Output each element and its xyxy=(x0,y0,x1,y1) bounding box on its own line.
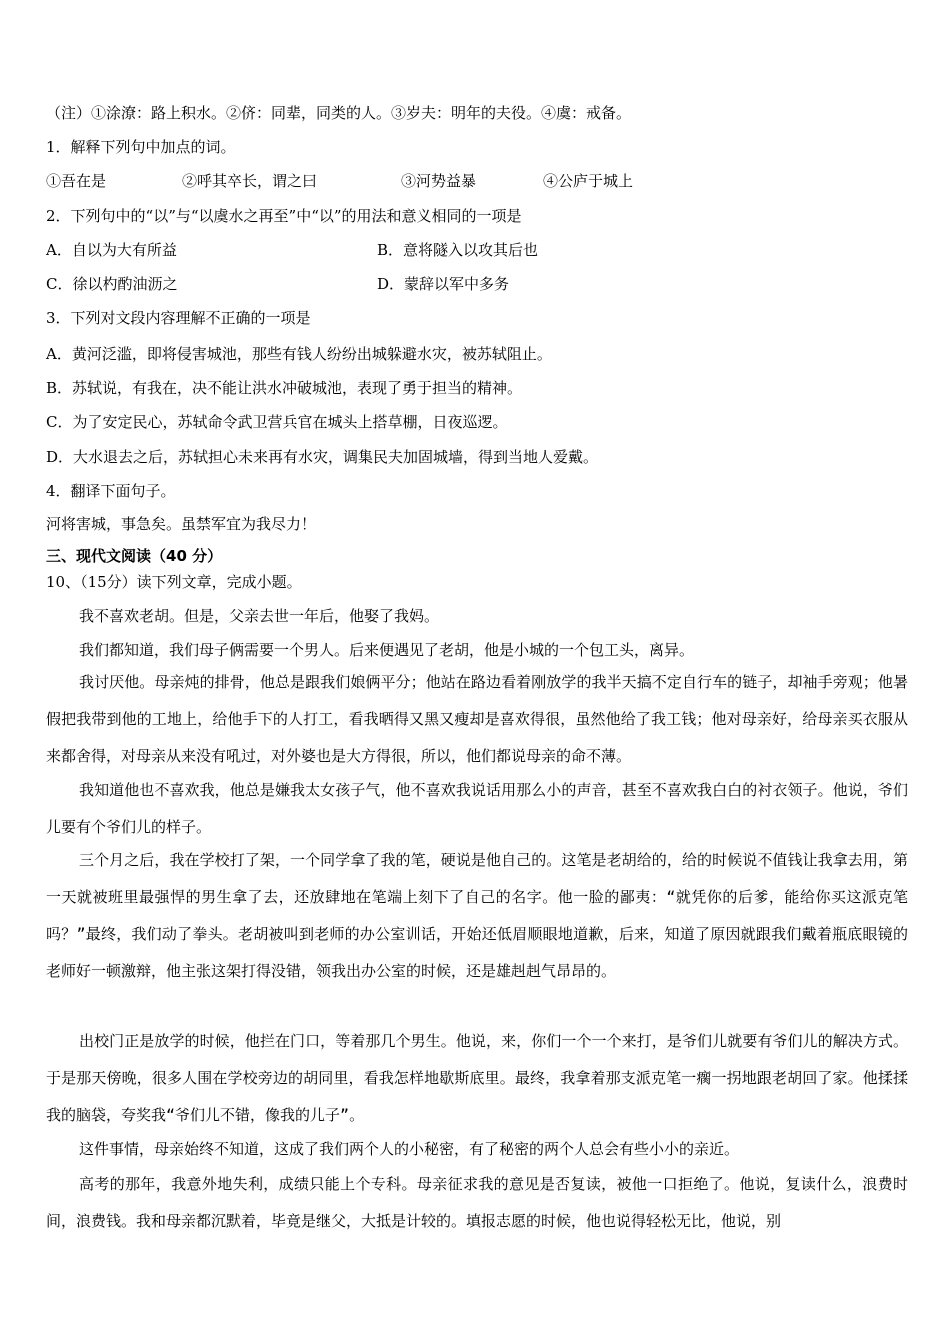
question-3-stem: 3．下列对文段内容理解不正确的一项是 xyxy=(46,309,311,327)
question-4-stem: 4．翻译下面句子。 xyxy=(46,482,176,500)
question-1-items xyxy=(46,171,910,191)
question-10-stem: 10、（15分）读下列文章，完成小题。 xyxy=(46,573,302,591)
article-paragraph: 这件事情，母亲始终不知道，这成了我们两个人的小秘密，有了秘密的两个人总会有些小小的亲近。 xyxy=(79,1140,740,1158)
article-paragraph: 我们都知道，我们母子俩需要一个男人。后来便遇见了老胡，他是小城的一个包工头，离异。 xyxy=(79,641,695,659)
article-paragraph: 三个月之后，我在学校打了架，一个同学拿了我的笔，硬说是他自己的。这笔是老胡给的，给的时候说不值钱让我拿去用，第一天就被班里最强悍的男生拿了去，还放肆地在笔端上刻下了自己的名字。他一脸的鄙夷：“就凭你的后爹，能给你买这派克笔吗？”最终，我们动了拳头。老胡被叫到老师的办公室训话，开始还低眉顺眼地道歉，后来，知道了原因就跟我们戴着瓶底眼镜的老师好一顿激辩，他主张这架打得没错，领我出办公室的时候，还是雄赳赳气昂昂的。 xyxy=(46,851,908,980)
question-1-item: ③河势益暴 xyxy=(401,172,477,190)
translation-sentence: 河将害城，事急矣。虽禁军宜为我尽力！ xyxy=(46,515,317,533)
section-title: 三、现代文阅读（40 分） xyxy=(46,547,223,565)
article-paragraph: 我讨厌他。母亲炖的排骨，他总是跟我们娘俩平分；他站在路边看着刚放学的我半天搞不定自行车的链子，却袖手旁观；他暑假把我带到他的工地上，给他手下的人打工，看我晒得又黑又瘦却是喜欢得很，虽然他给了我工钱；他对母亲好，给母亲买衣服从来都舍得，对母亲从来没有吼过，对外婆也是大方得很，所以，他们都说母亲的命不薄。 xyxy=(46,673,908,765)
option-a: A．黄河泛滥，即将侵害城池，那些有钱人纷纷出城躲避水灾，被苏轼阻止。 xyxy=(46,345,552,363)
question-2-stem: 2．下列句中的“以”与“以虞水之再至”中“以”的用法和意义相同的一项是 xyxy=(46,207,522,225)
article-paragraph: 我不喜欢老胡。但是，父亲去世一年后，他娶了我妈。 xyxy=(79,607,440,625)
option-d: D．蒙辞以军中多务 xyxy=(377,275,510,293)
option-a: A．自以为大有所益 xyxy=(46,241,177,259)
question-1-item: ④公庐于城上 xyxy=(543,172,634,190)
question-1-stem: 1．解释下列句中加点的词。 xyxy=(46,138,236,156)
option-c: C．徐以杓酌油沥之 xyxy=(46,275,178,293)
question-2-options-row xyxy=(46,274,910,294)
article-paragraph: 高考的那年，我意外地失利，成绩只能上个专科。母亲征求我的意见是否复读，被他一口拒绝了。他说，复读什么，浪费时间，浪费钱。我和母亲都沉默着，毕竟是继父，大抵是计较的。填报志愿的时候，他也说得轻松无比，他说，别 xyxy=(46,1175,908,1230)
option-d: D．大水退去之后，苏轼担心未来再有水灾，调集民夫加固城墙，得到当地人爱戴。 xyxy=(46,448,599,466)
article-paragraph: 出校门正是放学的时候，他拦在门口，等着那几个男生。他说，来，你们一个一个来打，是爷们儿就要有爷们儿的解决方式。于是那天傍晚，很多人围在学校旁边的胡同里，看我怎样地歇斯底里。最终，我拿着那支派克笔一瘸一拐地跟老胡回了家。他揉揉我的脑袋，夸奖我“爷们儿不错，像我的儿子”。 xyxy=(46,1032,908,1124)
option-c: C．为了安定民心，苏轼命令武卫营兵官在城头上搭草棚，日夜巡逻。 xyxy=(46,413,508,431)
option-b: B．意将隧入以攻其后也 xyxy=(377,241,539,259)
annotation-note: （注）①涂潦：路上积水。②侪：同辈，同类的人。③岁夫：明年的夫役。④虞：戒备。 xyxy=(46,104,632,122)
article-paragraph: 我知道他也不喜欢我，他总是嫌我太女孩子气，他不喜欢我说话用那么小的声音，甚至不喜欢我白白的衬衣领子。他说，爷们儿要有个爷们儿的样子。 xyxy=(46,781,908,836)
question-1-item: ①吾在是 xyxy=(46,172,107,190)
question-2-options-row xyxy=(46,240,910,260)
option-b: B．苏轼说，有我在，决不能让洪水冲破城池，表现了勇于担当的精神。 xyxy=(46,379,523,397)
question-1-item: ②呼其卒长，谓之曰 xyxy=(182,172,318,190)
